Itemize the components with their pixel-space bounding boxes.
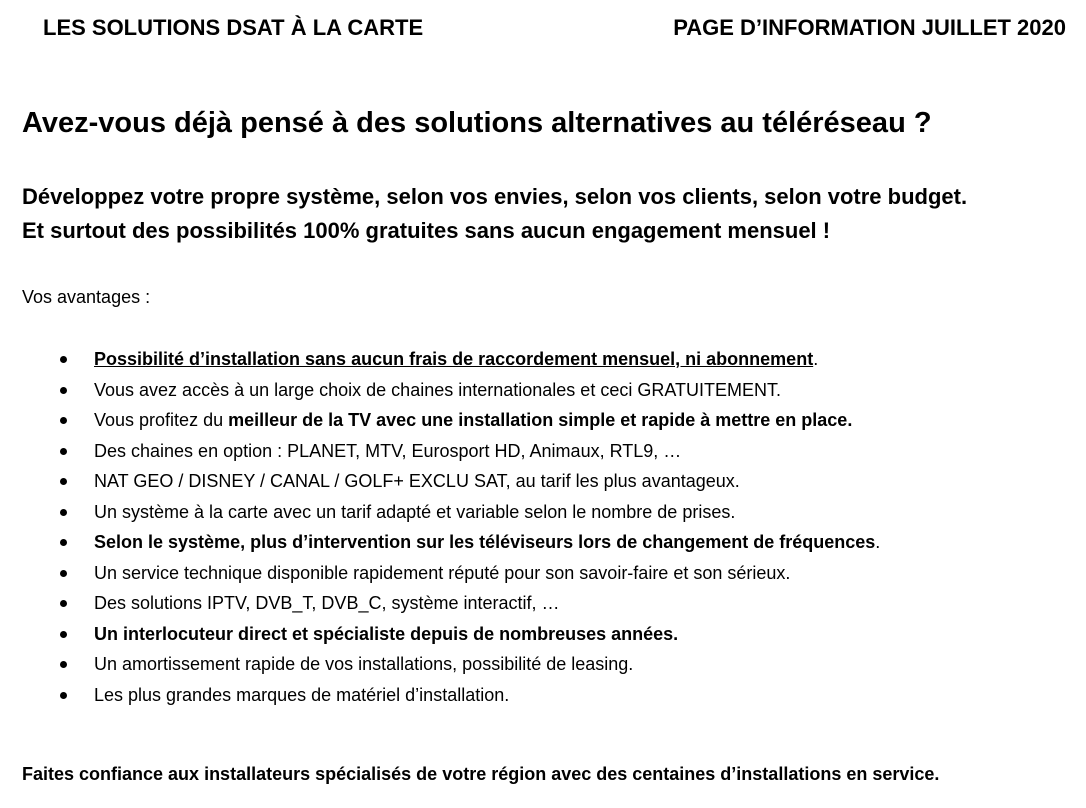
bullet-text: Des solutions IPTV, DVB_T, DVB_C, système interactif, …: [94, 593, 560, 613]
subtitle-line-2: Et surtout des possibilités 100% gratuites sans aucun engagement mensuel !: [22, 218, 831, 243]
bullet-text: Les plus grandes marques de matériel d’installation.: [94, 684, 510, 705]
bullet-icon: [60, 448, 67, 455]
bullet-text: Des chaines en option : PLANET, MTV, Eurosport HD, Animaux, RTL9, …: [94, 440, 682, 461]
bullet-tail: .: [813, 349, 819, 369]
footer-note: Faites confiance aux installateurs spécialisés de votre région avec des centaines d’installations en service.: [22, 764, 940, 784]
bullet-icon: [60, 631, 67, 638]
bullet-icon: [60, 661, 67, 668]
bullet-text: [94, 405, 852, 436]
bullet-icon: [60, 478, 67, 485]
bullet-text: [94, 344, 818, 375]
bullet-text: Un amortissement rapide de vos installations, possibilité de leasing.: [94, 654, 634, 674]
bullet-icon: [60, 570, 67, 577]
bullet-strong: Selon le système, plus d’intervention sur les téléviseurs lors de changement de fréquences: [94, 532, 876, 552]
bullet-icon: [60, 539, 67, 546]
bullet-text: Un service technique disponible rapidement réputé pour son savoir-faire et son sérieux.: [94, 562, 791, 583]
bullet-strong: meilleur de la TV avec une installation simple et rapide à mettre en place.: [228, 410, 853, 430]
advantages-label: Vos avantages :: [22, 287, 151, 307]
bullet-text: Un interlocuteur direct et spécialiste depuis de nombreuses années.: [94, 623, 679, 644]
bullet-lead: Vous profitez du: [94, 410, 229, 430]
bullet-text: NAT GEO / DISNEY / CANAL / GOLF+ EXCLU SAT, au tarif les plus avantageux.: [94, 471, 740, 491]
header-date: PAGE D’INFORMATION JUILLET 2020: [673, 15, 1066, 40]
bullet-icon: [60, 387, 67, 394]
subtitle-line-1: Développez votre propre système, selon vos envies, selon vos clients, selon votre budget.: [22, 184, 968, 209]
bullet-text: Vous avez accès à un large choix de chaines internationales et ceci GRATUITEMENT.: [94, 379, 781, 400]
bullet-text: [94, 527, 880, 558]
bullet-strong: Possibilité d’installation sans aucun frais de raccordement mensuel, ni abonnement: [94, 349, 814, 369]
page-title: Avez-vous déjà pensé à des solutions alternatives au téléréseau ?: [22, 107, 932, 139]
bullet-tail: .: [875, 532, 881, 552]
bullet-icon: [60, 356, 67, 363]
bullet-icon: [60, 509, 67, 516]
bullet-icon: [60, 417, 67, 424]
bullet-icon: [60, 600, 67, 607]
bullet-icon: [60, 692, 67, 699]
header-title: LES SOLUTIONS DSAT À LA CARTE: [43, 15, 424, 40]
bullet-text: Un système à la carte avec un tarif adapté et variable selon le nombre de prises.: [94, 501, 736, 522]
